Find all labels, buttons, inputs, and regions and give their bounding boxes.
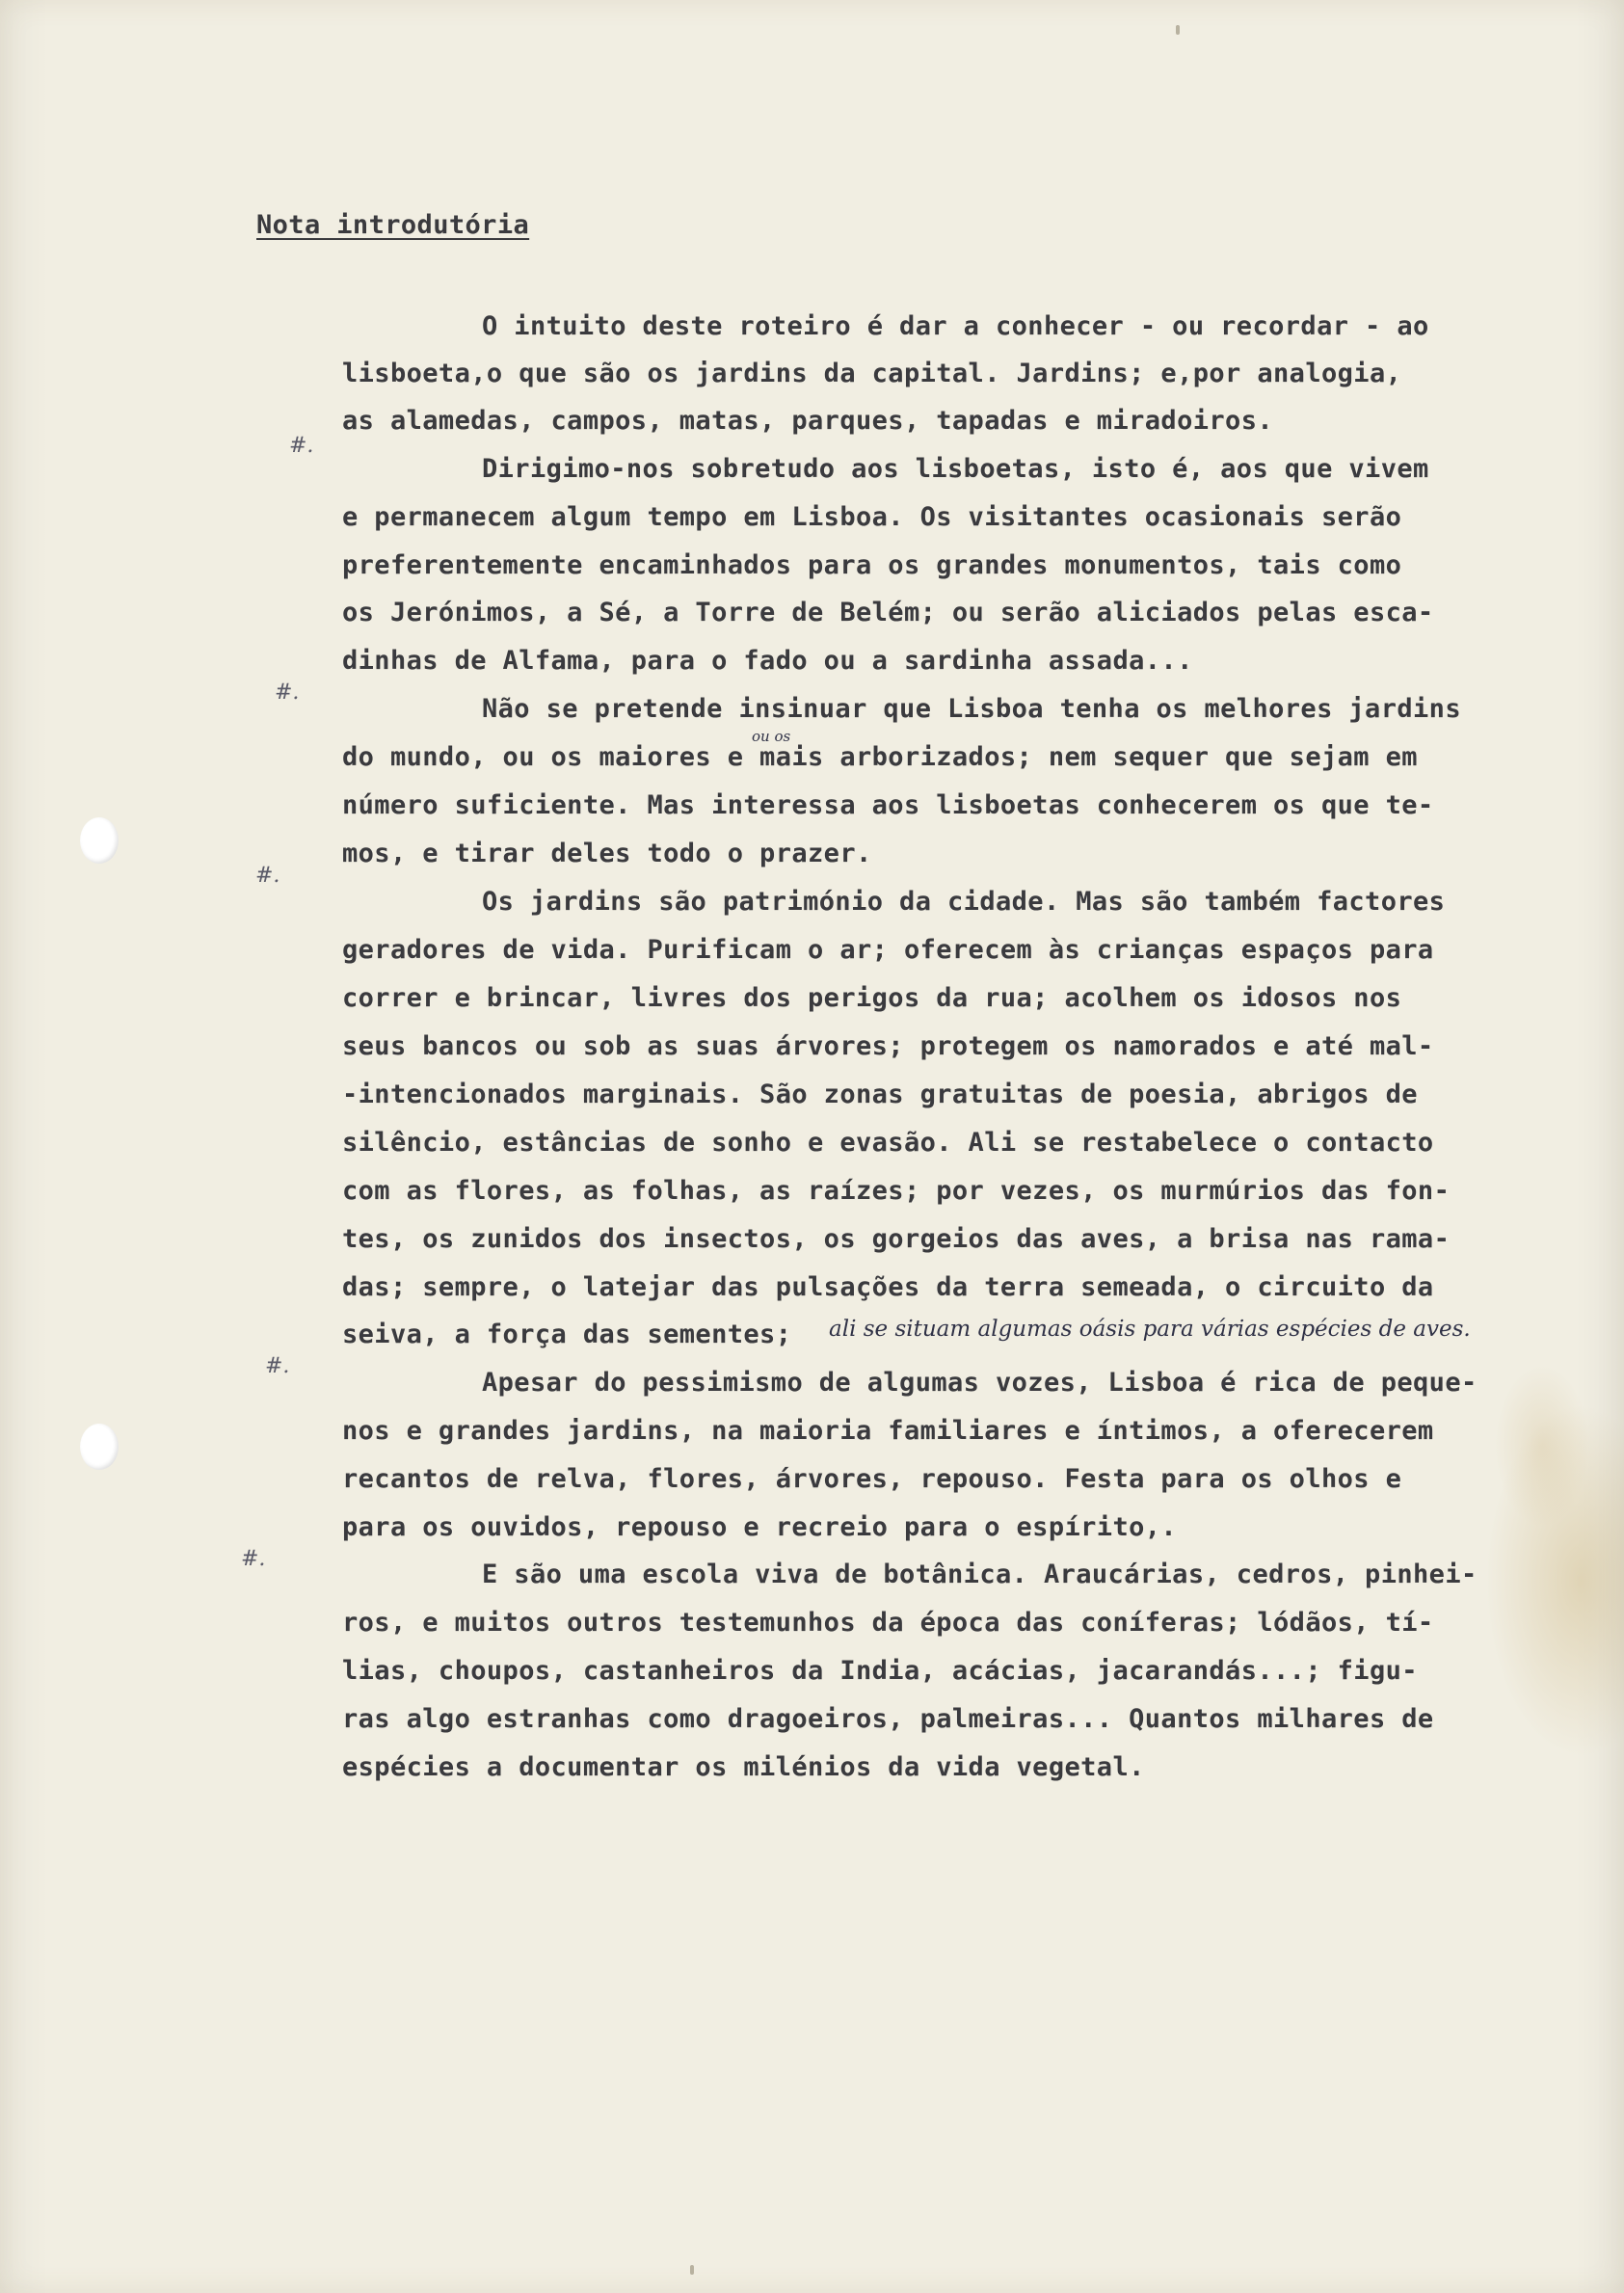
text-line: lias, choupos, castanheiros da India, acácias, jacarandás...; figu- [342,1656,1418,1686]
margin-mark: #. [275,680,300,705]
text-line: silêncio, estâncias de sonho e evasão. Ali se restabelece o contacto [342,1128,1434,1158]
text-line: Não se pretende insinuar que Lisboa tenha os melhores jardins [482,694,1461,724]
text-line: ros, e muitos outros testemunhos da época das coníferas; lódãos, tí- [342,1608,1434,1638]
text-line: -intencionados marginais. São zonas gratuitas de poesia, abrigos de [342,1080,1418,1109]
paper-speck [690,2265,694,2275]
text-line: seiva, a força das sementes; [342,1320,792,1349]
text-line: recantos de relva, flores, árvores, repouso. Festa para os olhos e [342,1464,1402,1494]
punch-hole [80,1424,119,1470]
margin-mark: #. [265,1354,290,1378]
text-line: nos e grandes jardins, na maioria familiares e íntimos, a oferecerem [342,1416,1434,1446]
text-line: número suficiente. Mas interessa aos lisboetas conhecerem os que te- [342,790,1434,820]
text-line: tes, os zunidos dos insectos, os gorgeios das aves, a brisa nas rama- [342,1224,1451,1254]
text-line: do mundo, ou os maiores e mais arborizados; nem sequer que sejam em [342,742,1418,772]
margin-mark: #. [289,434,314,458]
text-line: dinhas de Alfama, para o fado ou a sardinha assada... [342,646,1193,676]
text-line: espécies a documentar os milénios da vida vegetal. [342,1752,1145,1782]
text-line: Apesar do pessimismo de algumas vozes, Lisboa é rica de peque- [482,1368,1478,1398]
text-line: ras algo estranhas como dragoeiros, palmeiras... Quantos milhares de [342,1704,1434,1734]
page-title: Nota introdutória [256,210,530,240]
text-line: O intuito deste roteiro é dar a conhecer - ou recordar - ao [482,311,1429,341]
text-line: para os ouvidos, repouso e recreio para o espírito,. [342,1512,1178,1542]
text-line: os Jerónimos, a Sé, a Torre de Belém; ou serão aliciados pelas esca- [342,598,1434,627]
text-line: e permanecem algum tempo em Lisboa. Os visitantes ocasionais serão [342,502,1402,532]
text-line: correr e brincar, livres dos perigos da rua; acolhem os idosos nos [342,983,1402,1013]
text-line: preferentemente encaminhados para os grandes monumentos, tais como [342,550,1402,580]
text-line: mos, e tirar deles todo o prazer. [342,839,872,868]
punch-hole [80,817,119,864]
handwritten-insertion: ali se situam algumas oásis para várias espécies de aves. [829,1317,1471,1342]
text-line: das; sempre, o latejar das pulsações da terra semeada, o circuito da [342,1272,1434,1302]
text-line: E são uma escola viva de botânica. Araucárias, cedros, pinhei- [482,1560,1478,1589]
text-line: seus bancos ou sob as suas árvores; protegem os namorados e até mal- [342,1031,1434,1061]
margin-mark: #. [241,1547,266,1571]
text-line: geradores de vida. Purificam o ar; oferecem às crianças espaços para [342,935,1434,965]
text-line: lisboeta,o que são os jardins da capital. Jardins; e,por analogia, [342,359,1402,388]
text-line: com as flores, as folhas, as raízes; por vezes, os murmúrios das fon- [342,1176,1451,1206]
text-line: as alamedas, campos, matas, parques, tapadas e miradoiros. [342,406,1274,436]
text-line: Os jardins são património da cidade. Mas são também factores [482,887,1446,917]
paper-speck [1176,25,1180,35]
text-line: Dirigimo-nos sobretudo aos lisboetas, isto é, aos que vivem [482,454,1429,484]
margin-mark: #. [255,864,280,888]
handwritten-above-line: ou os [752,728,791,745]
